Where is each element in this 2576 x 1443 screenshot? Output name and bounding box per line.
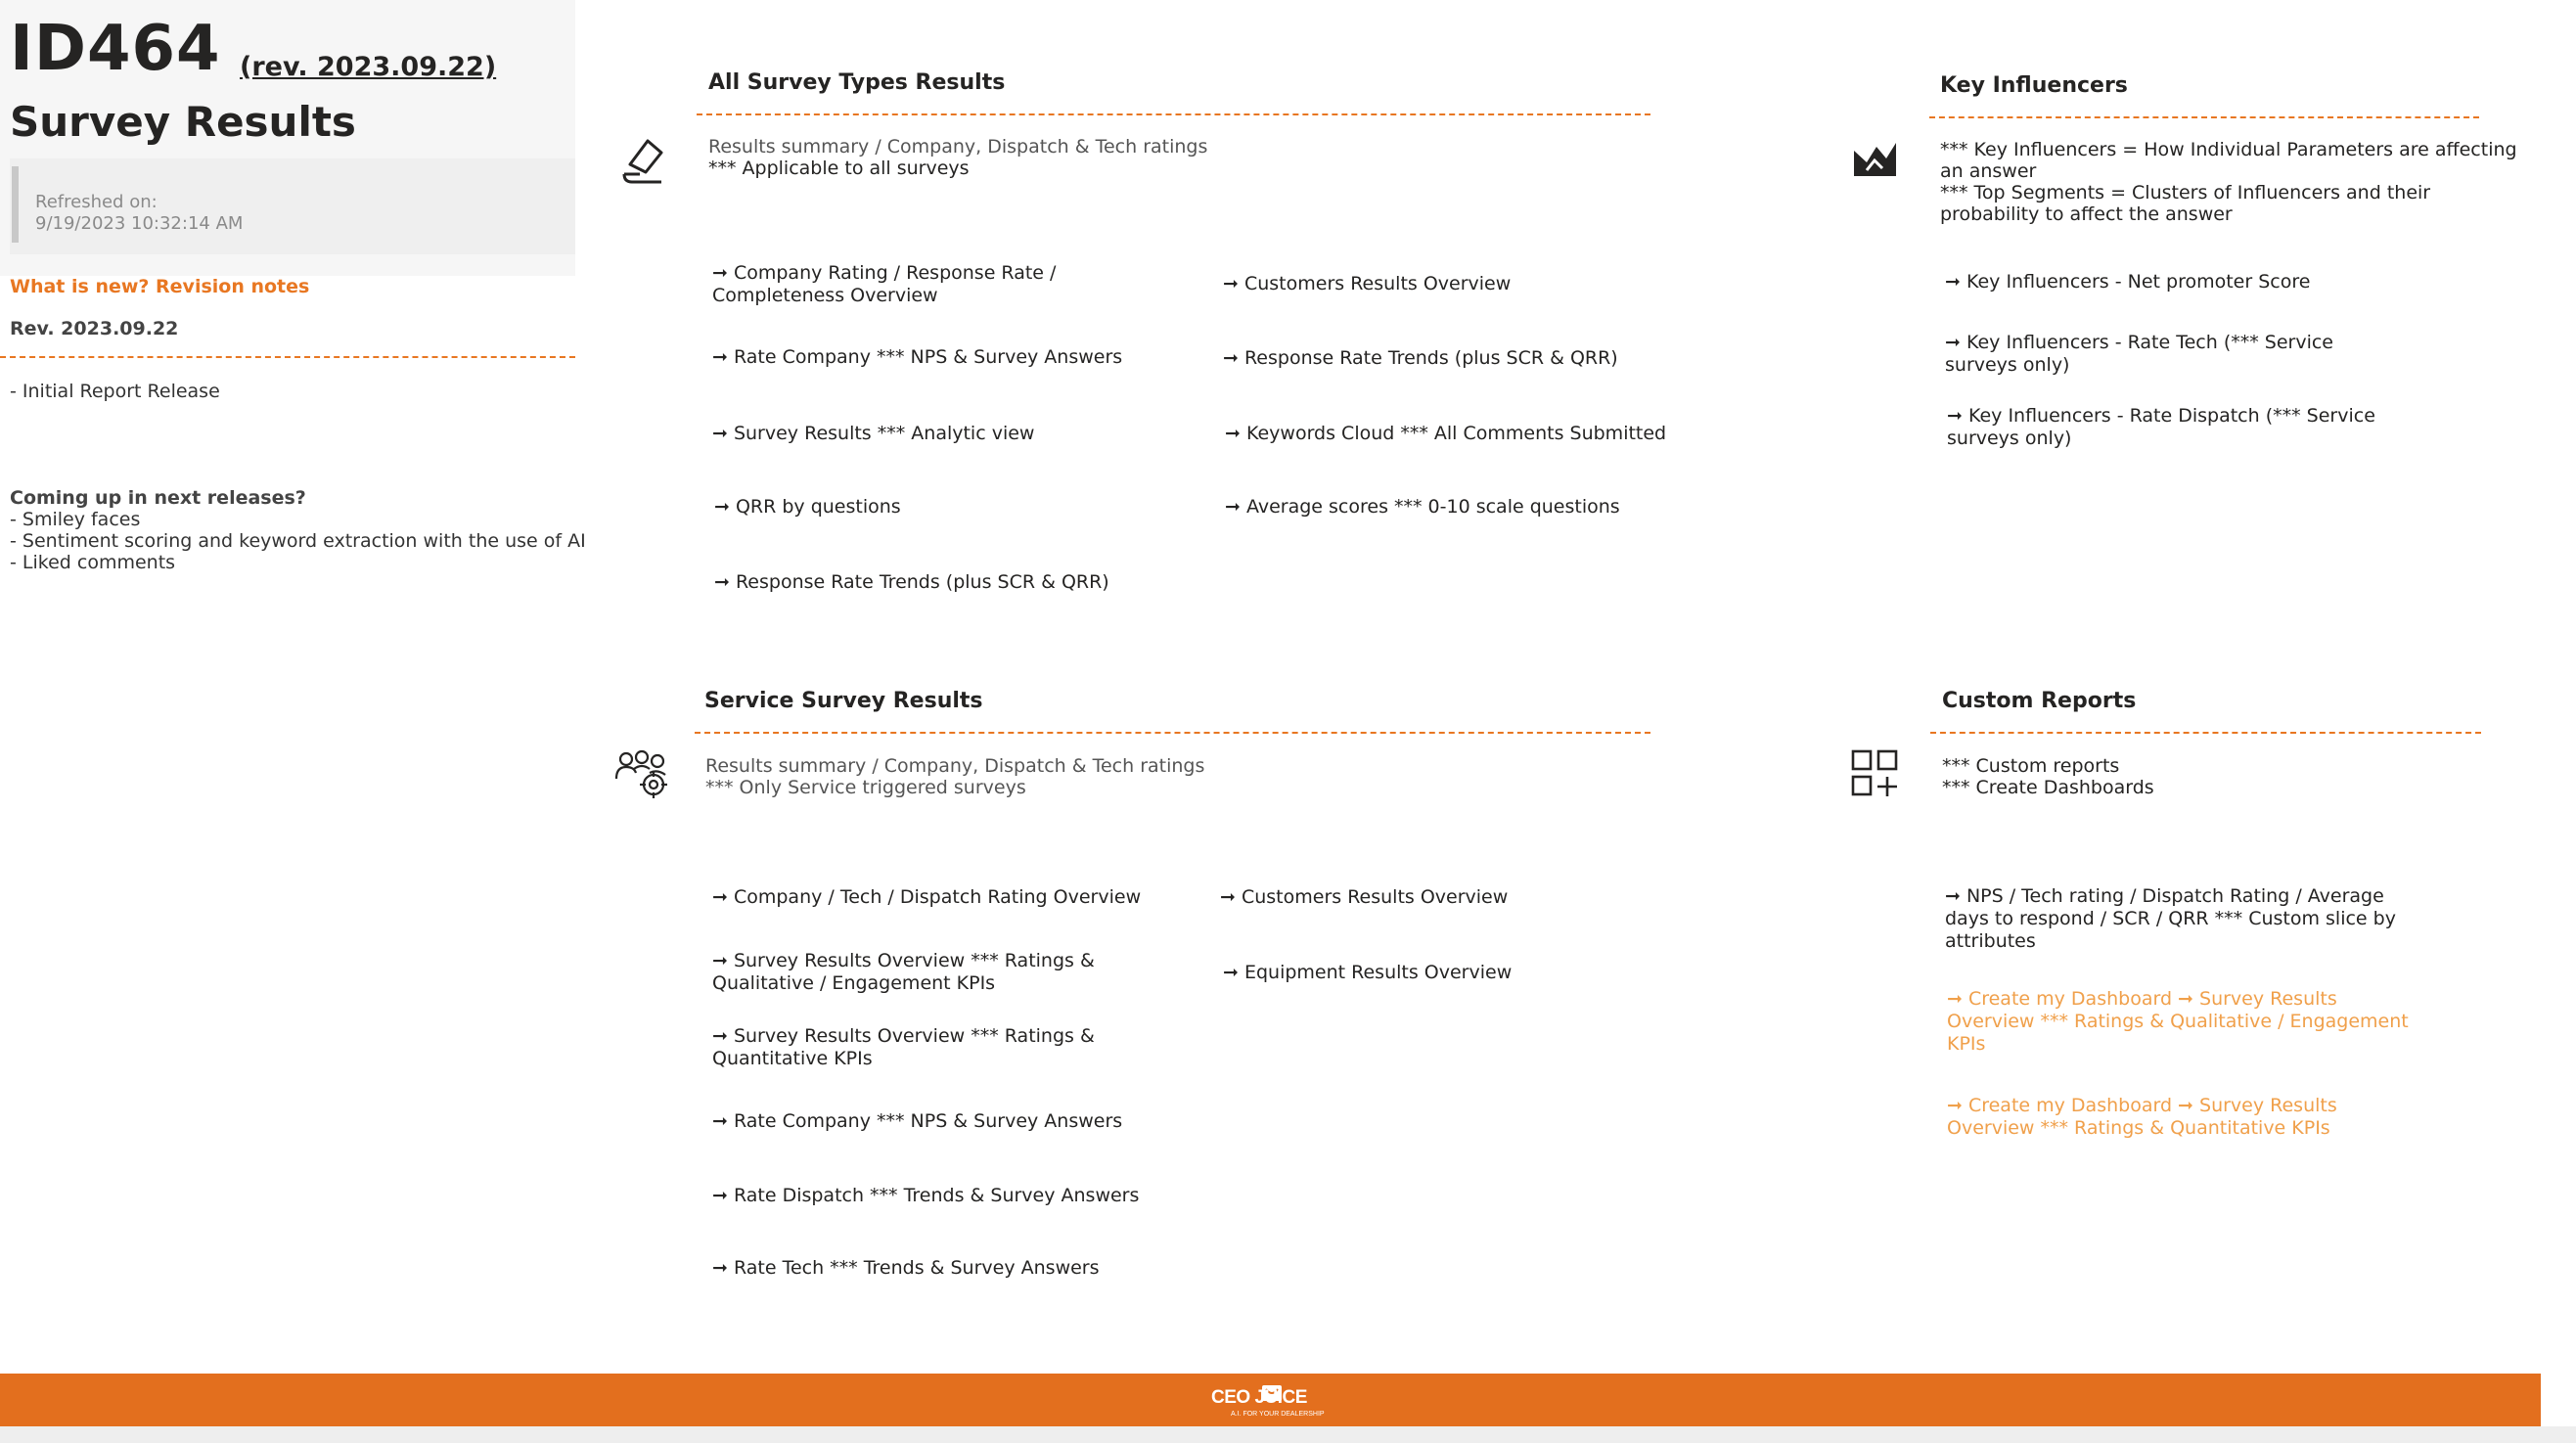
logo-text: CEO JUICE	[1211, 1387, 1307, 1408]
refreshed-label: Refreshed on:	[35, 192, 158, 212]
link-survey-results-qualitative[interactable]: ➞ Survey Results Overview *** Ratings & Qualitative / Engagement KPIs	[712, 950, 1095, 994]
link-company-rating-overview[interactable]: ➞ Company Rating / Response Rate / Completeness Overview	[712, 262, 1057, 306]
link-survey-results-quantitative[interactable]: ➞ Survey Results Overview *** Ratings & Quantitative KPIs	[712, 1025, 1095, 1069]
link-key-influencers-rate-dispatch[interactable]: ➞ Key Influencers - Rate Dispatch (*** Service surveys only)	[1947, 405, 2375, 449]
revision-link[interactable]: (rev. 2023.09.22)	[240, 52, 497, 82]
link-equipment-results-overview[interactable]: ➞ Equipment Results Overview	[1223, 962, 1513, 983]
link-key-influencers-nps[interactable]: ➞ Key Influencers - Net promoter Score	[1945, 271, 2311, 293]
section-divider	[695, 732, 1650, 734]
people-target-icon	[614, 745, 671, 802]
section-divider	[1929, 116, 2479, 118]
link-company-tech-dispatch-overview[interactable]: ➞ Company / Tech / Dispatch Rating Overview	[712, 886, 1142, 908]
link-survey-results-analytic[interactable]: ➞ Survey Results *** Analytic view	[712, 423, 1035, 444]
divider	[0, 356, 575, 358]
whats-new-heading: What is new? Revision notes	[10, 276, 310, 297]
section-description: Results summary / Company, Dispatch & Tech ratings	[708, 136, 1208, 158]
section-description: *** Top Segments = Clusters of Influencers and their probability to affect the answer	[1940, 182, 2431, 225]
landscape-chart-icon	[1847, 131, 1904, 188]
coming-up-item: - Smiley faces	[10, 509, 141, 530]
link-customers-results-overview[interactable]: ➞ Customers Results Overview	[1223, 273, 1512, 294]
section-title-custom-reports: Custom Reports	[1942, 689, 2137, 713]
link-rate-company-nps[interactable]: ➞ Rate Company *** NPS & Survey Answers	[712, 1110, 1123, 1132]
section-description: *** Custom reports	[1942, 755, 2120, 777]
section-description: *** Create Dashboards	[1942, 777, 2154, 798]
link-rate-tech[interactable]: ➞ Rate Tech *** Trends & Survey Answers	[712, 1257, 1100, 1279]
page-title: Survey Results	[10, 98, 356, 146]
revision-note: - Initial Report Release	[10, 381, 220, 402]
link-customers-results-overview[interactable]: ➞ Customers Results Overview	[1220, 886, 1509, 908]
refreshed-timestamp: 9/19/2023 10:32:14 AM	[35, 213, 244, 234]
section-description: *** Only Service triggered surveys	[705, 777, 1026, 798]
link-create-dashboard-quantitative[interactable]: ➞ Create my Dashboard ➞ Survey Results Overview *** Ratings & Quantitative KPIs	[1947, 1095, 2337, 1139]
link-create-dashboard-qualitative[interactable]: ➞ Create my Dashboard ➞ Survey Results Overview *** Ratings & Qualitative / Engagement KPIs	[1947, 988, 2409, 1055]
logo-tagline: A.I. FOR YOUR DEALERSHIP	[1231, 1411, 1325, 1418]
section-description: *** Applicable to all surveys	[708, 158, 970, 179]
link-response-rate-trends[interactable]: ➞ Response Rate Trends (plus SCR & QRR)	[714, 571, 1109, 593]
grid-add-icon	[1847, 745, 1904, 802]
section-description: *** Key Influencers = How Individual Parameters are affecting an answer	[1940, 139, 2517, 182]
link-rate-company-nps[interactable]: ➞ Rate Company *** NPS & Survey Answers	[712, 346, 1123, 368]
coming-up-item: - Liked comments	[10, 552, 176, 573]
eraser-icon	[616, 131, 673, 188]
link-key-influencers-rate-tech[interactable]: ➞ Key Influencers - Rate Tech (*** Service surveys only)	[1945, 332, 2333, 376]
revision-label: Rev. 2023.09.22	[10, 318, 179, 339]
section-divider	[697, 113, 1650, 115]
report-id: ID464	[10, 13, 221, 85]
section-title-service-survey: Service Survey Results	[704, 689, 983, 713]
link-rate-dispatch[interactable]: ➞ Rate Dispatch *** Trends & Survey Answers	[712, 1185, 1140, 1206]
refresh-accent-bar	[12, 166, 19, 243]
section-divider	[1930, 732, 2481, 734]
coming-up-heading: Coming up in next releases?	[10, 487, 306, 509]
section-title-all-survey: All Survey Types Results	[708, 70, 1006, 95]
link-response-rate-trends[interactable]: ➞ Response Rate Trends (plus SCR & QRR)	[1223, 347, 1618, 369]
coming-up-item: - Sentiment scoring and keyword extraction with the use of AI	[10, 530, 586, 552]
link-custom-slice[interactable]: ➞ NPS / Tech rating / Dispatch Rating / Average days to respond / SCR / QRR *** Custom slice by attributes	[1945, 885, 2396, 952]
revision-notes-card	[0, 276, 575, 1374]
section-description: Results summary / Company, Dispatch & Tech ratings	[705, 755, 1205, 777]
section-title-key-influencers: Key Influencers	[1940, 73, 2128, 98]
link-qrr-by-questions[interactable]: ➞ QRR by questions	[714, 496, 901, 518]
link-average-scores[interactable]: ➞ Average scores *** 0-10 scale questions	[1225, 496, 1620, 518]
link-keywords-cloud[interactable]: ➞ Keywords Cloud *** All Comments Submitted	[1225, 423, 1667, 444]
bottom-strip	[0, 1426, 2576, 1443]
